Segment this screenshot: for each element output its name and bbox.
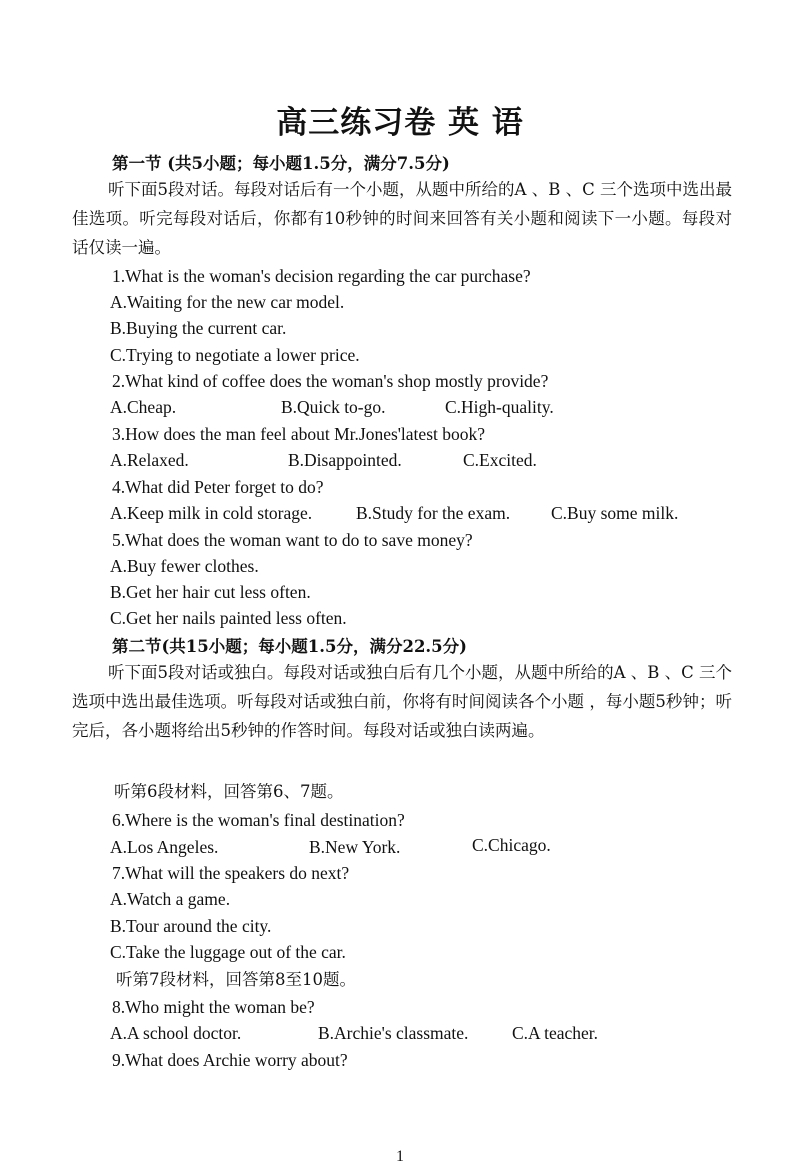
q5-question: 5.What does the woman want to do to save money? xyxy=(112,530,473,550)
q7-option-b: B.Tour around the city. xyxy=(110,916,272,936)
q2-question: 2.What kind of coffee does the woman's shop mostly provide? xyxy=(112,371,549,391)
page-number: 1 xyxy=(396,1148,404,1165)
q6-question: 6.Where is the woman's final destination? xyxy=(112,810,405,830)
q2-option-a: A.Cheap. xyxy=(110,397,177,417)
q1-option-a: A.Waiting for the new car model. xyxy=(110,292,345,312)
q8-option-a: A.A school doctor. xyxy=(110,1023,242,1043)
q4-question: 4.What did Peter forget to do? xyxy=(112,477,324,497)
q5-option-a: A.Buy fewer clothes. xyxy=(110,556,259,576)
material6-label: 听第6段材料，回答第6、7题。 xyxy=(114,782,344,801)
q1-option-c: C.Trying to negotiate a lower price. xyxy=(110,345,360,365)
q2-option-c: C.High-quality. xyxy=(445,397,554,417)
q4-option-b: B.Study for the exam. xyxy=(356,503,511,523)
material7-label: 听第7段材料，回答第8至10题。 xyxy=(116,970,356,989)
q7-question: 7.What will the speakers do next? xyxy=(112,863,350,883)
q8-option-b: B.Archie's classmate. xyxy=(318,1023,469,1043)
q8-option-c: C.A teacher. xyxy=(512,1023,599,1043)
q3-option-c: C.Excited. xyxy=(463,450,537,470)
q4-option-a: A.Keep milk in cold storage. xyxy=(110,503,313,523)
section1-instructions: 听下面5段对话。每段对话后有一个小题，从题中所给的A 、B 、C 三个选项中选出最 佳选项。听完每段对话后，你都有10秒钟的时间来回答有关小题和阅读下一小题。每段对 话仅读一遍。 xyxy=(72,180,732,257)
q4-option-c: C.Buy some milk. xyxy=(551,503,679,523)
q6-option-c: C.Chicago. xyxy=(472,835,551,855)
q5-option-b: B.Get her hair cut less often. xyxy=(110,582,311,602)
section1-heading: 第一节 (共5小题；每小题1.5分，满分7.5分) xyxy=(112,154,450,173)
q6-option-b: B.New York. xyxy=(309,837,401,857)
q6-option-a: A.Los Angeles. xyxy=(110,837,219,857)
q1-question: 1.What is the woman's decision regarding the car purchase? xyxy=(112,266,531,286)
q3-option-b: B.Disappointed. xyxy=(288,450,402,470)
q5-option-c: C.Get her nails painted less often. xyxy=(110,608,347,628)
page-title: 高三练习卷 英 语 xyxy=(276,105,524,141)
q9-question: 9.What does Archie worry about? xyxy=(112,1050,348,1070)
q3-question: 3.How does the man feel about Mr.Jones'latest book? xyxy=(112,424,486,444)
q3-option-a: A.Relaxed. xyxy=(110,450,189,470)
q7-option-c: C.Take the luggage out of the car. xyxy=(110,942,346,962)
section2-instructions: 听下面5段对话或独白。每段对话或独白后有几个小题，从题中所给的A 、B 、C 三个 选项中选出最佳选项。听每段对话或独白前，你将有时间阅读各个小题 ，每小题5秒钟；听 完后，各小题将给出5秒钟的作答时间。每段对话或独白读两遍。 xyxy=(72,663,732,740)
q8-question: 8.Who might the woman be? xyxy=(112,997,315,1017)
q7-option-a: A.Watch a game. xyxy=(110,889,231,909)
q1-option-b: B.Buying the current car. xyxy=(110,318,287,338)
section2-heading: 第二节(共15小题；每小题1.5分，满分22.5分) xyxy=(112,637,467,656)
q2-option-b: B.Quick to-go. xyxy=(281,397,386,417)
